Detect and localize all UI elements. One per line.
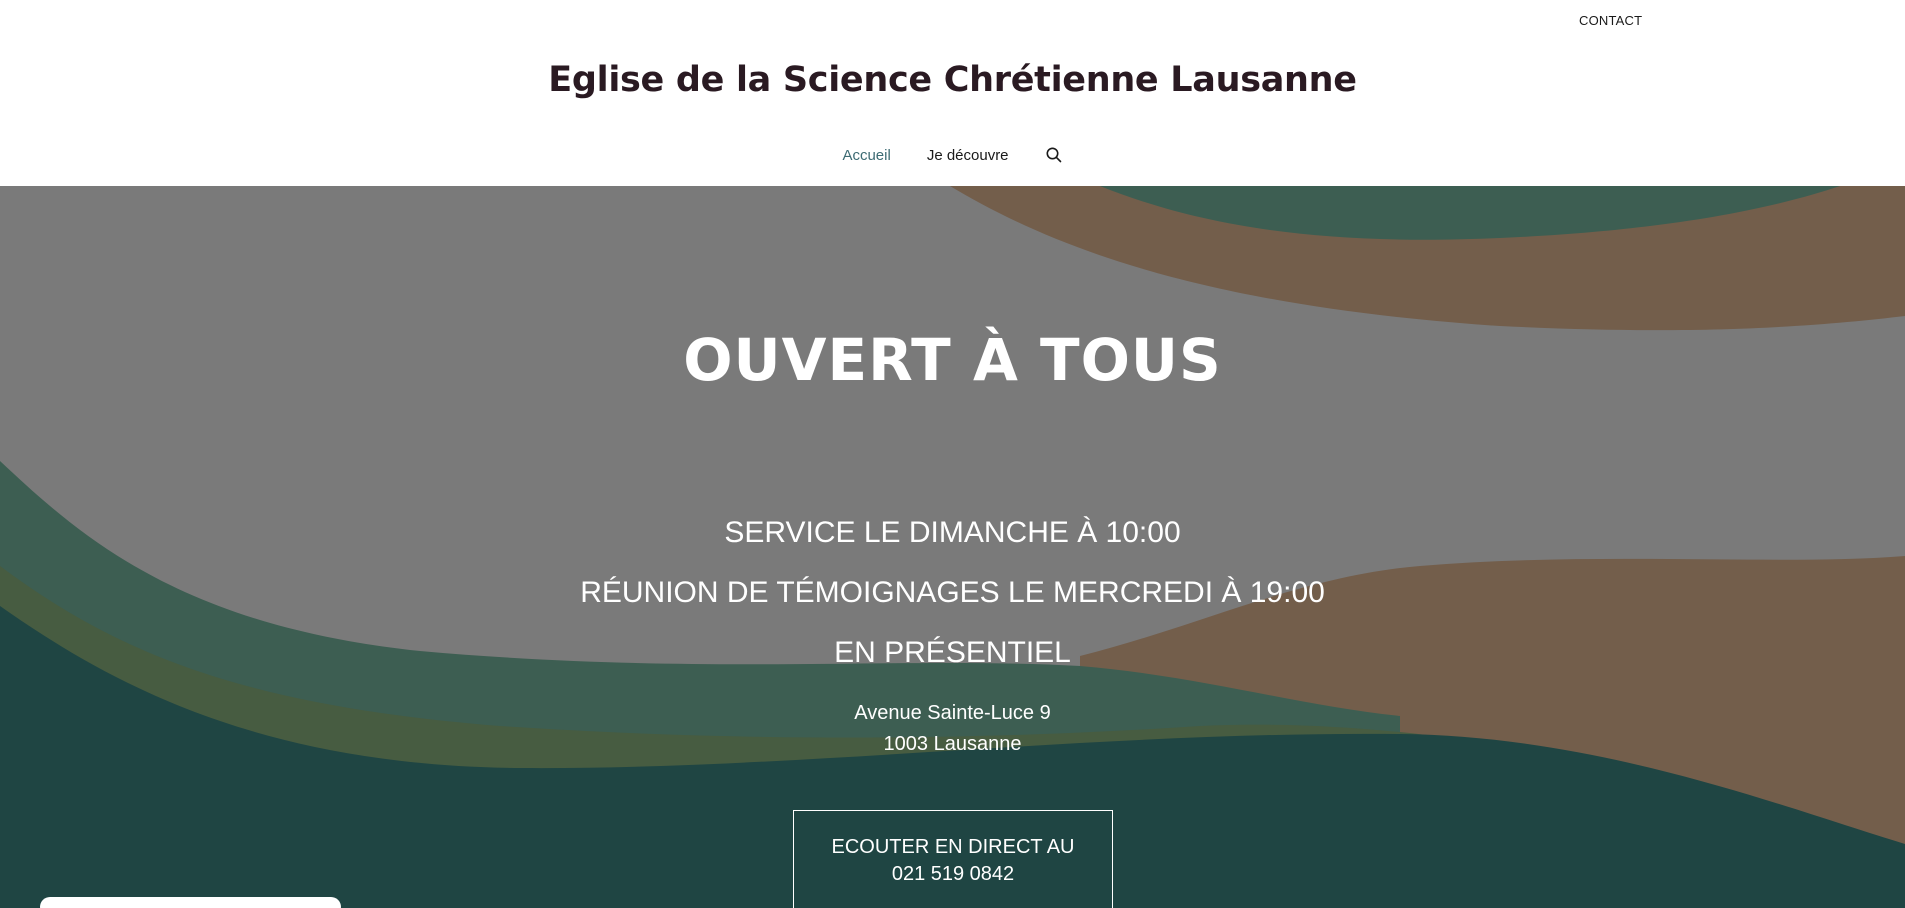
in-person-text: EN PRÉSENTIEL	[834, 636, 1071, 669]
main-nav	[0, 146, 1905, 164]
search-icon[interactable]	[1045, 146, 1063, 164]
hero-section	[0, 186, 1905, 908]
address-street: Avenue Sainte-Luce 9	[854, 702, 1051, 724]
listen-live-phone: 021 519 0842	[891, 863, 1015, 885]
cookie-banner-tab[interactable]	[40, 897, 341, 908]
hero-title: OUVERT À TOUS	[683, 326, 1222, 394]
nav-item-je-decouvre[interactable]: Je découvre	[926, 146, 1009, 164]
listen-live-button[interactable]	[793, 810, 1113, 908]
testimony-meeting-text: RÉUNION DE TÉMOIGNAGES LE MERCREDI À 19:00	[580, 576, 1325, 609]
address	[0, 698, 1905, 760]
site-title[interactable]: Eglise de la Science Chrétienne Lausanne	[548, 60, 1357, 100]
service-sunday-text: SERVICE LE DIMANCHE À 10:00	[724, 516, 1181, 549]
address-city: 1003 Lausanne	[883, 733, 1022, 755]
nav-item-accueil[interactable]: Accueil	[842, 146, 891, 164]
site-header	[0, 0, 1905, 186]
listen-live-label: ECOUTER EN DIRECT AU	[831, 836, 1075, 858]
contact-link[interactable]: CONTACT	[1579, 13, 1643, 28]
